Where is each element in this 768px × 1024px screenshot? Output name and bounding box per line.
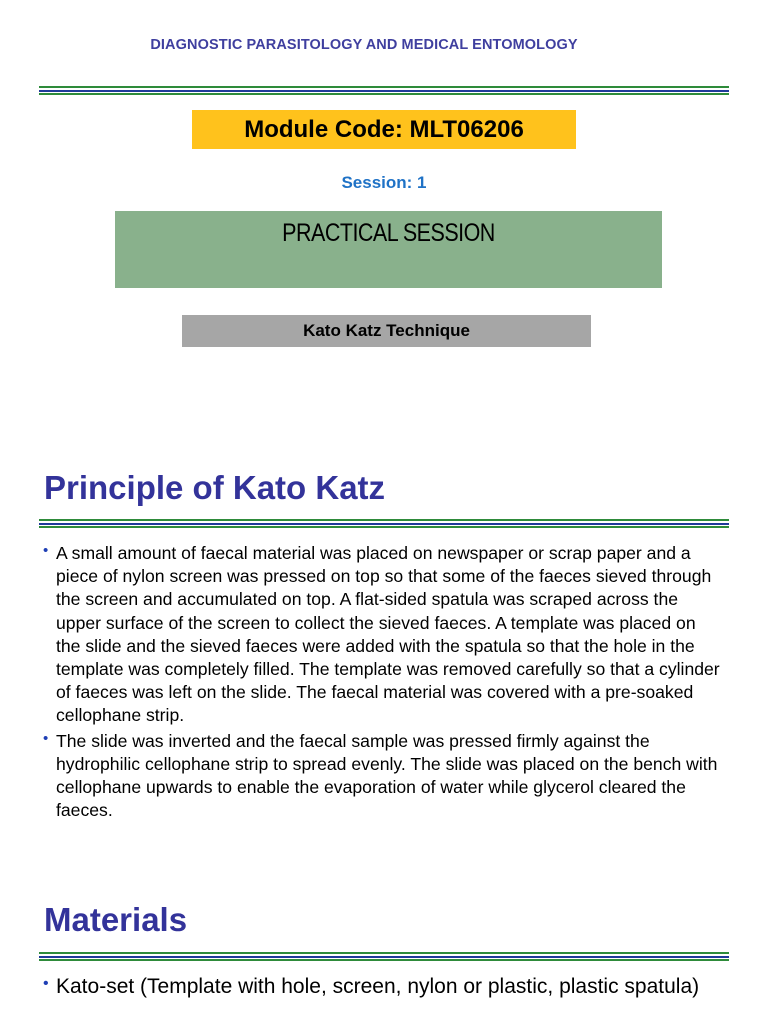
principle-list	[43, 542, 723, 822]
list-item	[43, 974, 723, 1000]
principle-text: A small amount of faecal material was placed on newspaper or scrap paper and a piece of nylon screen was pressed on top so that some of the faeces sieved through the screen and accumulated on top. A flat-sided spatula was scraped across the upper surface of the screen to collect the sieved faeces. A template was placed on the slide and the sieved faeces were added with the spatula so that the hole in the template was completely filled. The template was removed carefully so that a cylinder of faeces was left on the slide. The faecal material was covered with a pre-soaked cellophane strip.	[56, 543, 720, 726]
materials-heading: Materials	[44, 901, 188, 938]
materials-list	[43, 974, 723, 1000]
list-item	[43, 542, 723, 728]
session-label: Session: 1	[341, 173, 427, 192]
list-item	[43, 730, 723, 823]
practical-session-box	[115, 211, 662, 288]
bullet-icon: •	[43, 542, 49, 559]
materials-divider	[39, 952, 729, 961]
course-title: DIAGNOSTIC PARASITOLOGY AND MEDICAL ENTOMOLOGY	[150, 37, 578, 53]
technique-label: Kato Katz Technique	[182, 315, 591, 347]
bullet-icon: •	[43, 975, 49, 992]
principle-divider	[39, 519, 729, 528]
practical-session-title: PRACTICAL SESSION	[282, 219, 495, 247]
principle-heading: Principle of Kato Katz	[44, 469, 386, 506]
module-code-banner: Module Code: MLT06206	[192, 110, 576, 149]
principle-text: The slide was inverted and the faecal sample was pressed firmly against the hydrophilic cellophane strip to spread evenly. The slide was placed on the bench with cellophane upwards to enable the evaporation of water while glycerol cleared the faeces.	[56, 730, 718, 821]
materials-text: Kato-set (Template with hole, screen, nylon or plastic, plastic spatula)	[56, 975, 700, 998]
header-divider	[39, 86, 729, 95]
bullet-icon: •	[43, 729, 49, 747]
